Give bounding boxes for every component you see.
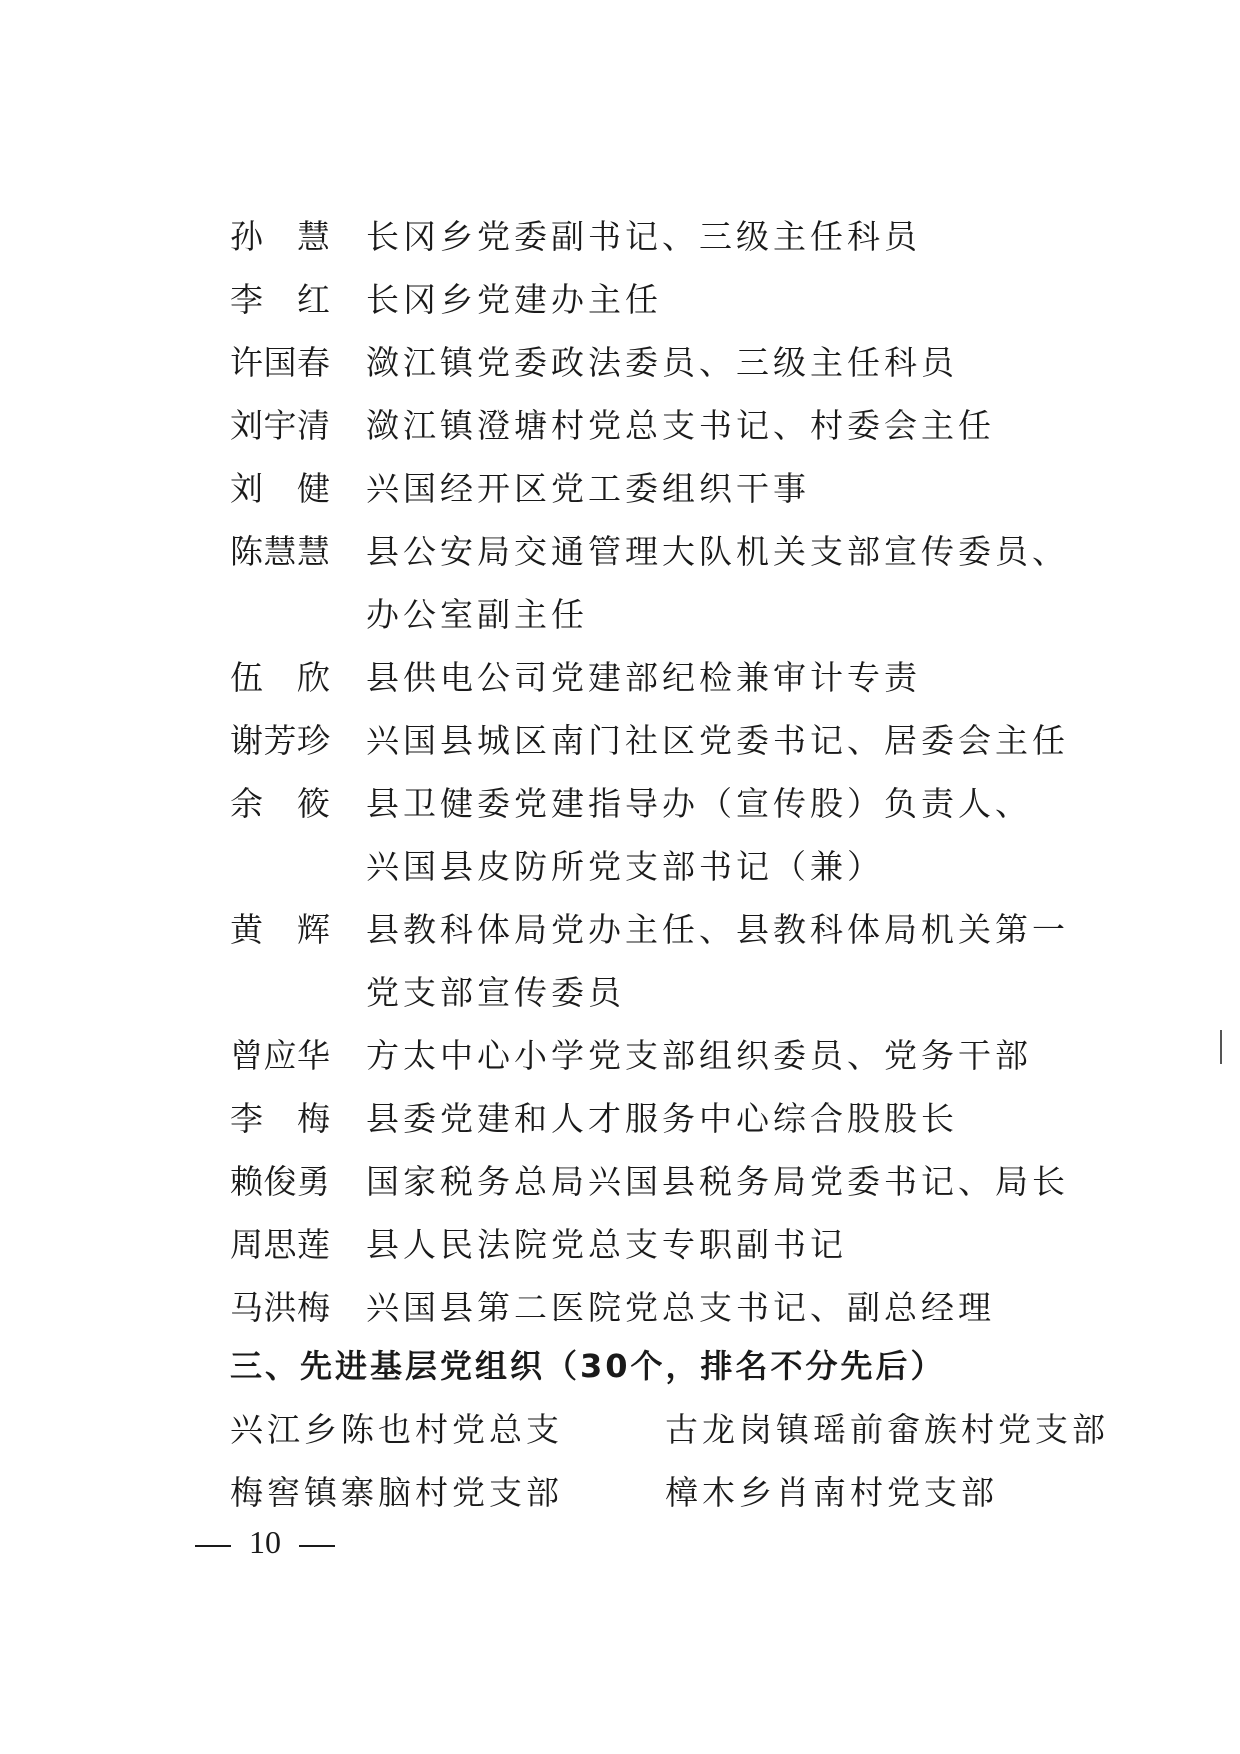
list-item [230, 268, 1130, 331]
list-item [230, 772, 1130, 898]
person-position: 潋江镇澄塘村党总支书记、村委会主任 [366, 406, 995, 445]
person-name: 李 梅 [230, 1099, 330, 1138]
organization-name: 梅窖镇寨脑村党支部 [230, 1473, 563, 1512]
organization-name: 兴江乡陈也村党总支 [230, 1410, 563, 1449]
person-name: 谢芳珍 [230, 721, 330, 760]
organization-name: 古龙岗镇瑶前畲族村党支部 [665, 1410, 1109, 1449]
person-position: 潋江镇党委政法委员、三级主任科员 [366, 343, 958, 382]
person-position: 兴国县第二医院党总支书记、副总经理 [366, 1288, 995, 1327]
person-position: 县供电公司党建部纪检兼审计专责 [366, 658, 921, 697]
person-name: 李 红 [230, 280, 330, 319]
page-number-dash-right [299, 1545, 335, 1547]
list-item [230, 520, 1130, 646]
person-position: 兴国经开区党工委组织干事 [366, 469, 810, 508]
person-position: 县教科体局党办主任、县教科体局机关第一 党支部宣传委员 [366, 910, 1069, 1012]
person-name: 陈慧慧 [230, 532, 330, 571]
person-position: 县卫健委党建指导办（宣传股）负责人、 兴国县皮防所党支部书记（兼） [366, 784, 1032, 886]
page-number [195, 1520, 335, 1564]
person-name: 马洪梅 [230, 1288, 330, 1327]
person-name: 伍 欣 [230, 658, 330, 697]
organization-row [230, 1398, 1130, 1461]
person-name: 刘宇清 [230, 406, 330, 445]
person-name: 余 筱 [230, 784, 330, 823]
person-name: 刘 健 [230, 469, 330, 508]
person-name: 许国春 [230, 343, 330, 382]
person-position: 方太中心小学党支部组织委员、党务干部 [366, 1036, 1032, 1075]
person-position: 长冈乡党委副书记、三级主任科员 [366, 217, 921, 256]
list-item [230, 457, 1130, 520]
page-number-value: 10 [249, 1524, 281, 1560]
page-number-dash-left [195, 1545, 231, 1547]
list-item [230, 709, 1130, 772]
person-position: 县人民法院党总支专职副书记 [366, 1225, 847, 1264]
person-name: 黄 辉 [230, 910, 330, 949]
person-position: 县委党建和人才服务中心综合股股长 [366, 1099, 958, 1138]
list-item [230, 1087, 1130, 1150]
list-item [230, 1276, 1130, 1339]
scan-artifact-mark [1220, 1030, 1222, 1064]
organization-name: 樟木乡肖南村党支部 [665, 1473, 998, 1512]
person-name: 曾应华 [230, 1036, 330, 1075]
list-item [230, 394, 1130, 457]
person-position: 国家税务总局兴国县税务局党委书记、局长 [366, 1162, 1069, 1201]
organization-list [230, 1398, 1130, 1524]
person-name: 周思莲 [230, 1225, 330, 1264]
person-position: 兴国县城区南门社区党委书记、居委会主任 [366, 721, 1069, 760]
list-item [230, 646, 1130, 709]
person-name: 孙 慧 [230, 217, 330, 256]
person-position: 县公安局交通管理大队机关支部宣传委员、 办公室副主任 [366, 532, 1069, 634]
person-position: 长冈乡党建办主任 [366, 280, 662, 319]
section-heading: 三、先进基层党组织（30个，排名不分先后） [230, 1347, 946, 1385]
list-item [230, 1213, 1130, 1276]
list-item [230, 1150, 1130, 1213]
list-item [230, 205, 1130, 268]
list-item [230, 1024, 1130, 1087]
honoree-list [230, 205, 1130, 1339]
organization-row [230, 1461, 1130, 1524]
person-name: 赖俊勇 [230, 1162, 330, 1201]
list-item [230, 331, 1130, 394]
list-item [230, 898, 1130, 1024]
